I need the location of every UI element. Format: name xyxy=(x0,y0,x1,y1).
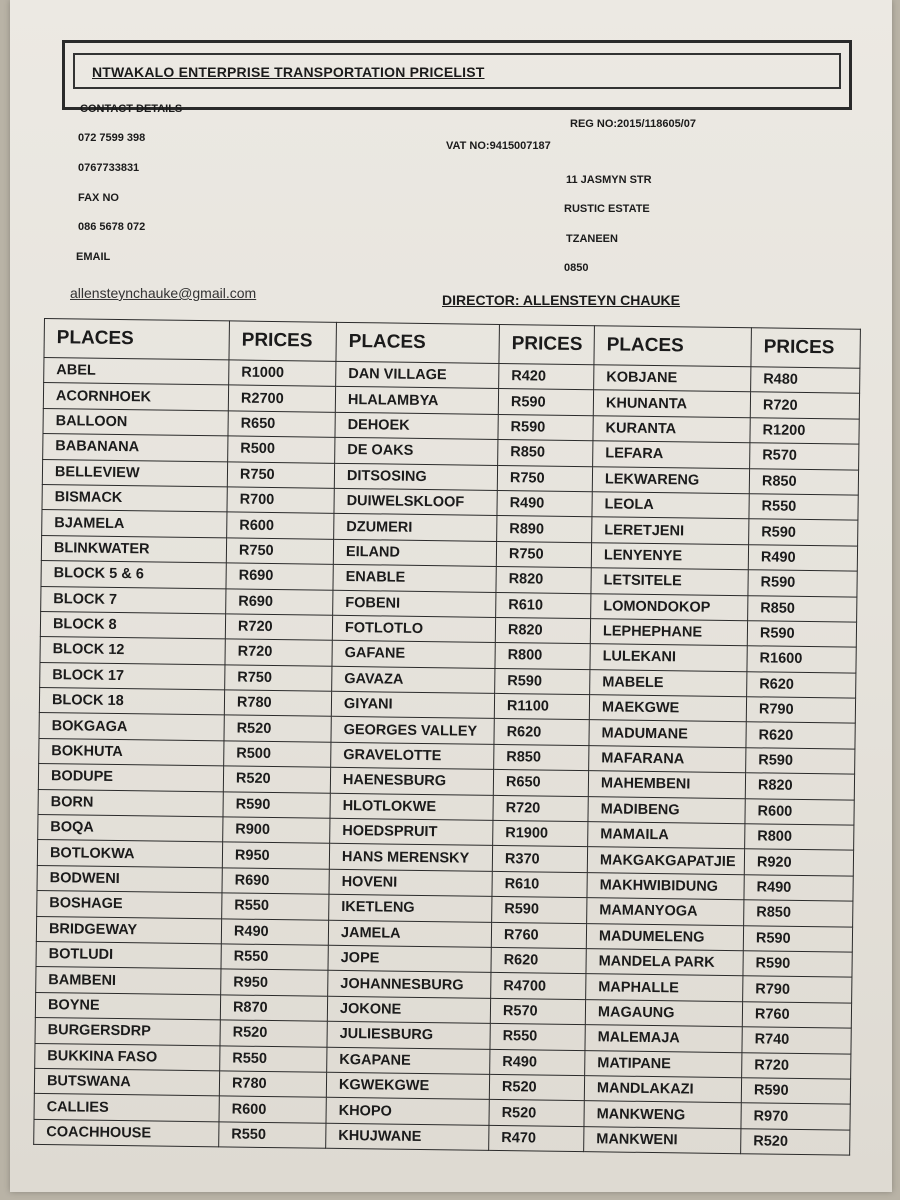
column-header-places: PLACES xyxy=(594,326,751,367)
place-cell: BOKGAGA xyxy=(39,713,224,741)
place-cell: LEOLA xyxy=(592,492,749,519)
price-cell: R1000 xyxy=(229,360,336,387)
place-cell: MADIBENG xyxy=(588,796,745,823)
place-cell: BOTLOKWA xyxy=(37,840,222,868)
price-cell: R590 xyxy=(223,792,330,819)
price-cell: R420 xyxy=(499,363,594,390)
place-cell: ACORNHOEK xyxy=(43,383,228,411)
place-cell: MAHEMBENI xyxy=(588,771,745,798)
place-cell: LEKWARENG xyxy=(592,466,749,493)
price-cell: R790 xyxy=(743,976,852,1003)
price-cell: R850 xyxy=(498,440,593,467)
price-cell: R720 xyxy=(742,1052,851,1079)
price-cell: R820 xyxy=(496,567,591,594)
price-cell: R550 xyxy=(222,893,329,920)
place-cell: MAKGAKGAPATJIE xyxy=(587,847,744,874)
price-cell: R590 xyxy=(498,414,593,441)
price-cell: R750 xyxy=(226,538,333,565)
price-cell: R590 xyxy=(747,621,856,648)
price-cell: R760 xyxy=(491,922,586,949)
place-cell: MAFARANA xyxy=(589,746,746,773)
price-cell: R850 xyxy=(744,900,853,927)
place-cell: MATIPANE xyxy=(585,1050,742,1077)
place-cell: BLOCK 7 xyxy=(41,586,226,614)
price-cell: R650 xyxy=(493,770,588,797)
price-cell: R720 xyxy=(750,392,859,419)
place-cell: MAPHALLE xyxy=(586,974,743,1001)
place-cell: KHOPO xyxy=(326,1098,489,1126)
price-cell: R740 xyxy=(742,1027,851,1054)
place-cell: LEFARA xyxy=(593,441,750,468)
price-cell: R550 xyxy=(221,944,328,971)
price-cell: R590 xyxy=(743,951,852,978)
contact-details-label: CONTACT DETAILS xyxy=(80,103,183,115)
place-cell: JOHANNESBURG xyxy=(328,971,491,999)
price-cell: R850 xyxy=(749,468,858,495)
price-cell: R800 xyxy=(745,824,854,851)
place-cell: BLOCK 5 & 6 xyxy=(41,561,226,589)
price-cell: R520 xyxy=(224,715,331,742)
place-cell: BODWENI xyxy=(37,865,222,893)
document-title: NTWAKALO ENTERPRISE TRANSPORTATION PRICELIST xyxy=(92,64,485,80)
column-header-prices: PRICES xyxy=(751,328,861,368)
price-cell: R1200 xyxy=(750,418,859,445)
address-line-2: RUSTIC ESTATE xyxy=(564,203,650,215)
place-cell: BOQA xyxy=(38,814,223,842)
place-cell: LERETJENI xyxy=(592,517,749,544)
place-cell: FOTLOTLO xyxy=(332,615,495,643)
place-cell: LULEKANI xyxy=(590,644,747,671)
price-cell: R700 xyxy=(227,487,334,514)
place-cell: MAMANYOGA xyxy=(587,898,744,925)
place-cell: JULIESBURG xyxy=(327,1021,490,1049)
price-cell: R850 xyxy=(748,595,857,622)
address-line-1: 11 JASMYN STR xyxy=(566,174,652,186)
price-cell: R2700 xyxy=(228,385,335,412)
place-cell: MADUMELENG xyxy=(586,923,743,950)
place-cell: HAENESBURG xyxy=(330,768,493,796)
place-cell: BABANANA xyxy=(43,434,228,462)
price-cell: R590 xyxy=(748,570,857,597)
column-header-prices: PRICES xyxy=(229,321,337,361)
price-cell: R370 xyxy=(492,846,587,873)
place-cell: HLOTLOKWE xyxy=(330,793,493,821)
place-cell: GRAVELOTTE xyxy=(331,742,494,770)
place-cell: DEHOEK xyxy=(335,412,498,440)
price-cell: R590 xyxy=(492,897,587,924)
price-table-body xyxy=(34,358,860,1156)
price-cell: R590 xyxy=(498,389,593,416)
price-cell: R470 xyxy=(489,1125,584,1152)
place-cell: DZUMERI xyxy=(334,514,497,542)
price-cell: R1100 xyxy=(494,694,589,721)
place-cell: LENYENYE xyxy=(591,542,748,569)
price-cell: R720 xyxy=(225,639,332,666)
price-cell: R590 xyxy=(741,1078,850,1105)
price-cell: R690 xyxy=(222,868,329,895)
price-cell: R750 xyxy=(497,465,592,492)
place-cell: DAN VILLAGE xyxy=(336,361,499,389)
place-cell: BELLEVIEW xyxy=(42,459,227,487)
place-cell: BOYNE xyxy=(35,992,220,1020)
place-cell: KHUJWANE xyxy=(326,1123,489,1151)
place-cell: DE OAKS xyxy=(335,437,498,465)
price-cell: R750 xyxy=(225,665,332,692)
price-cell: R690 xyxy=(226,563,333,590)
price-cell: R590 xyxy=(746,748,855,775)
place-cell: JAMELA xyxy=(328,920,491,948)
place-cell: MANDELA PARK xyxy=(586,949,743,976)
price-cell: R490 xyxy=(748,544,857,571)
price-cell: R750 xyxy=(227,461,334,488)
place-cell: HLALAMBYA xyxy=(335,387,498,415)
place-cell: DUIWELSKLOOF xyxy=(334,488,497,516)
price-cell: R600 xyxy=(227,512,334,539)
column-header-places: PLACES xyxy=(336,322,499,363)
price-cell: R490 xyxy=(490,1049,585,1076)
price-cell: R620 xyxy=(491,947,586,974)
column-header-places: PLACES xyxy=(44,319,229,360)
phone-number-1: 072 7599 398 xyxy=(78,132,146,144)
price-cell: R610 xyxy=(492,871,587,898)
price-cell: R550 xyxy=(749,494,858,521)
price-cell: R920 xyxy=(744,849,853,876)
place-cell: BRIDGEWAY xyxy=(36,916,221,944)
place-cell: MALEMAJA xyxy=(585,1025,742,1052)
place-cell: LEPHEPHANE xyxy=(590,619,747,646)
price-cell: R550 xyxy=(490,1024,585,1051)
place-cell: KGWEKGWE xyxy=(326,1072,489,1100)
price-cell: R550 xyxy=(220,1045,327,1072)
place-cell: HANS MERENSKY xyxy=(329,844,492,872)
fax-label: FAX NO xyxy=(78,192,119,204)
price-cell: R590 xyxy=(495,668,590,695)
email-address: allensteynchauke@gmail.com xyxy=(70,285,257,301)
price-cell: R620 xyxy=(746,722,855,749)
place-cell: BURGERSDRP xyxy=(35,1018,220,1046)
column-header-prices: PRICES xyxy=(499,324,595,364)
email-label: EMAIL xyxy=(76,251,111,263)
place-cell: MABELE xyxy=(590,669,747,696)
place-cell: COACHHOUSE xyxy=(34,1119,219,1147)
place-cell: GIYANI xyxy=(331,691,494,719)
price-cell: R500 xyxy=(228,436,335,463)
place-cell: GEORGES VALLEY xyxy=(331,717,494,745)
place-cell: DITSOSING xyxy=(334,463,497,491)
place-cell: EILAND xyxy=(333,539,496,567)
place-cell: BORN xyxy=(38,789,223,817)
place-cell: GAFANE xyxy=(332,641,495,669)
place-cell: KHUNANTA xyxy=(593,390,750,417)
place-cell: BOKHUTA xyxy=(39,738,224,766)
place-cell: MAMAILA xyxy=(588,822,745,849)
place-cell: LOMONDOKOP xyxy=(591,593,748,620)
price-cell: R520 xyxy=(220,1020,327,1047)
price-cell: R620 xyxy=(494,719,589,746)
price-cell: R620 xyxy=(747,671,856,698)
place-cell: ENABLE xyxy=(333,564,496,592)
price-cell: R520 xyxy=(223,766,330,793)
price-cell: R800 xyxy=(495,643,590,670)
price-cell: R520 xyxy=(489,1100,584,1127)
place-cell: HOVENI xyxy=(329,869,492,897)
price-cell: R780 xyxy=(219,1071,326,1098)
place-cell: MADUMANE xyxy=(589,720,746,747)
place-cell: BLOCK 18 xyxy=(39,688,224,716)
price-cell: R760 xyxy=(742,1001,851,1028)
place-cell: KURANTA xyxy=(593,415,750,442)
price-cell: R550 xyxy=(219,1122,326,1149)
place-cell: BODUPE xyxy=(38,764,223,792)
director-name: DIRECTOR: ALLENSTEYN CHAUKE xyxy=(442,292,681,308)
place-cell: KOBJANE xyxy=(594,365,751,392)
price-cell: R490 xyxy=(221,918,328,945)
place-cell: JOKONE xyxy=(327,996,490,1024)
price-cell: R820 xyxy=(495,617,590,644)
price-cell: R520 xyxy=(489,1074,584,1101)
place-cell: BLOCK 12 xyxy=(40,637,225,665)
price-cell: R690 xyxy=(226,588,333,615)
price-cell: R590 xyxy=(743,925,852,952)
place-cell: BUTSWANA xyxy=(34,1068,219,1096)
price-cell: R600 xyxy=(219,1096,326,1123)
place-cell: BOSHAGE xyxy=(37,891,222,919)
price-cell: R1600 xyxy=(747,646,856,673)
price-cell: R950 xyxy=(221,969,328,996)
place-cell: ABEL xyxy=(44,358,229,386)
place-cell: HOEDSPRUIT xyxy=(330,818,493,846)
place-cell: MANDLAKAZI xyxy=(584,1076,741,1103)
place-cell: BUKKINA FASO xyxy=(35,1043,220,1071)
price-cell: R490 xyxy=(497,490,592,517)
price-cell: R720 xyxy=(225,614,332,641)
address-line-3: TZANEEN xyxy=(566,233,618,245)
fax-number: 086 5678 072 xyxy=(78,221,146,233)
vat-number: VAT NO:9415007187 xyxy=(446,140,551,152)
place-cell: BOTLUDI xyxy=(36,941,221,969)
place-cell: BAMBENI xyxy=(36,967,221,995)
price-cell: R1900 xyxy=(493,820,588,847)
place-cell: BISMACK xyxy=(42,484,227,512)
price-cell: R570 xyxy=(750,443,859,470)
place-cell: LETSITELE xyxy=(591,568,748,595)
price-cell: R4700 xyxy=(491,973,586,1000)
place-cell: GAVAZA xyxy=(332,666,495,694)
price-cell: R750 xyxy=(496,541,591,568)
place-cell: BLOCK 17 xyxy=(40,662,225,690)
place-cell: FOBENI xyxy=(333,590,496,618)
place-cell: MANKWENI xyxy=(584,1126,741,1153)
price-cell: R790 xyxy=(746,697,855,724)
document-page xyxy=(10,0,892,1192)
place-cell: BLINKWATER xyxy=(41,535,226,563)
registration-number: REG NO:2015/118605/07 xyxy=(570,118,696,130)
price-cell: R720 xyxy=(493,795,588,822)
phone-number-2: 0767733831 xyxy=(78,162,140,174)
price-cell: R950 xyxy=(222,842,329,869)
place-cell: JOPE xyxy=(328,945,491,973)
place-cell: MAKHWIBIDUNG xyxy=(587,872,744,899)
price-cell: R600 xyxy=(745,798,854,825)
price-cell: R520 xyxy=(741,1128,850,1155)
place-cell: KGAPANE xyxy=(327,1047,490,1075)
place-cell: BJAMELA xyxy=(42,510,227,538)
place-cell: MAGAUNG xyxy=(585,999,742,1026)
price-cell: R890 xyxy=(497,516,592,543)
price-cell: R590 xyxy=(749,519,858,546)
place-cell: CALLIES xyxy=(34,1094,219,1122)
price-cell: R900 xyxy=(223,817,330,844)
price-cell: R500 xyxy=(224,741,331,768)
price-cell: R850 xyxy=(494,744,589,771)
place-cell: BLOCK 8 xyxy=(40,611,225,639)
place-cell: MAEKGWE xyxy=(589,695,746,722)
price-cell: R490 xyxy=(744,875,853,902)
place-cell: MANKWENG xyxy=(584,1101,741,1128)
price-cell: R610 xyxy=(496,592,591,619)
place-cell: IKETLENG xyxy=(329,894,492,922)
price-cell: R870 xyxy=(220,995,327,1022)
price-cell: R480 xyxy=(751,367,860,394)
price-cell: R820 xyxy=(745,773,854,800)
price-cell: R570 xyxy=(490,998,585,1025)
price-cell: R780 xyxy=(224,690,331,717)
price-cell: R970 xyxy=(741,1103,850,1130)
price-cell: R650 xyxy=(228,411,335,438)
address-line-4: 0850 xyxy=(564,262,589,274)
place-cell: BALLOON xyxy=(43,408,228,436)
price-table xyxy=(33,318,861,1156)
